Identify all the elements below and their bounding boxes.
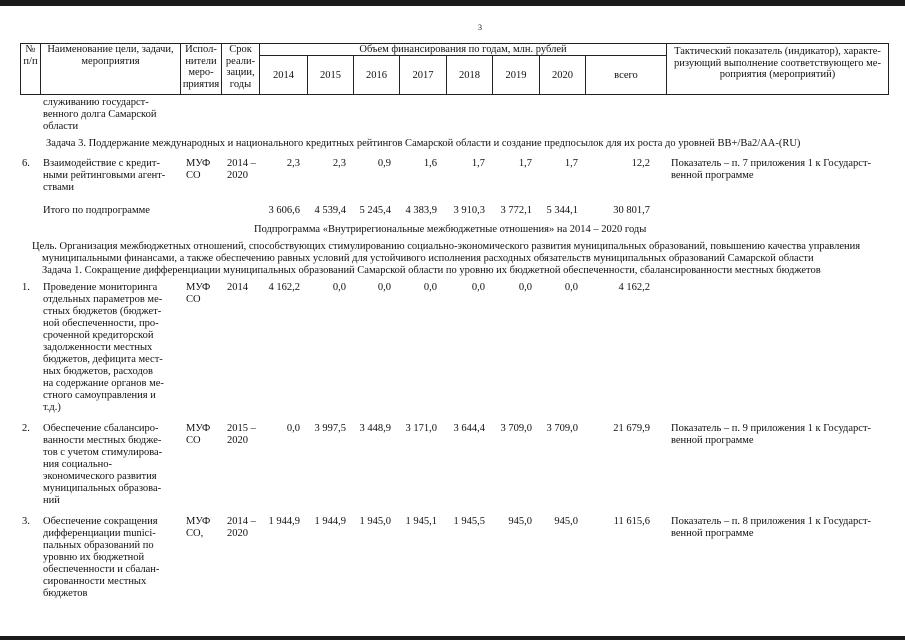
- value-cell: 3 997,5: [314, 423, 346, 434]
- row-executor: МУФ СО: [186, 282, 211, 305]
- goal-text: Цель. Организация межбюджетных отношений, способствующих стимулированию социально-экономического развития муниципальных образований, повышению качества управления: [32, 241, 861, 252]
- header-indicator: Тактический показатель (индикатор), характе- ризующий выполнение соответствующего ме- роприятия (мероприятий): [666, 43, 889, 95]
- row-executor: МУФ СО: [186, 423, 211, 446]
- page-number: 3: [478, 23, 482, 32]
- value-cell: 0,0: [564, 282, 578, 293]
- value-cell: 4 162,2: [618, 282, 650, 293]
- value-cell: 30 801,7: [613, 205, 650, 216]
- value-cell: 3 644,4: [453, 423, 485, 434]
- value-cell: 1,7: [518, 158, 532, 169]
- value-cell: 1 945,5: [453, 516, 485, 527]
- value-cell: 1,7: [564, 158, 578, 169]
- header-year: 2018: [446, 55, 493, 95]
- row-term: 2014 – 2020: [227, 158, 256, 181]
- value-cell: 2,3: [286, 158, 300, 169]
- row-name: Обеспечение сбалансиро- ванности местных бюдже- тов с учетом стимулирова- ния социально- экономического развития муниципальных образова- ний: [43, 423, 163, 506]
- value-cell: 945,0: [554, 516, 578, 527]
- value-cell: 1 945,1: [405, 516, 437, 527]
- value-cell: 0,9: [377, 158, 391, 169]
- value-cell: 0,0: [286, 423, 300, 434]
- goal-text-continued: муниципальными финансами, а также обеспечению равных условий для устойчивого исполнения расходных обязательств муниципальных образований Самарской области: [42, 253, 814, 264]
- continuation-text: служиванию государст- венного долга Самарской области: [43, 97, 157, 132]
- row-executor: МУФ СО,: [186, 516, 211, 539]
- value-cell: 1 944,9: [314, 516, 346, 527]
- value-cell: 945,0: [508, 516, 532, 527]
- row-name: Обеспечение сокращения дифференциации munici- пальных образований по уровню их бюджетной обеспеченности и сбалан- сированности местных бюджетов: [43, 516, 160, 599]
- value-cell: 0,0: [332, 282, 346, 293]
- row-number: 2.: [22, 423, 30, 434]
- value-cell: 1 945,0: [359, 516, 391, 527]
- value-cell: 4 162,2: [268, 282, 300, 293]
- subprogram-title: Подпрограмма «Внутрирегиональные межбюджетные отношения» на 2014 – 2020 годы: [254, 224, 647, 235]
- row-number: 1.: [22, 282, 30, 293]
- value-cell: 11 615,6: [613, 516, 650, 527]
- header-year: 2014: [259, 55, 308, 95]
- header-year: 2016: [353, 55, 400, 95]
- header-year: 2020: [539, 55, 586, 95]
- value-cell: 2,3: [332, 158, 346, 169]
- value-cell: 0,0: [377, 282, 391, 293]
- row-indicator: Показатель – п. 8 приложения 1 к Государст- венной программе: [671, 516, 872, 539]
- value-cell: 5 245,4: [359, 205, 391, 216]
- row-name: Проведение мониторинга отдельных параметров ме- стных бюджетов (бюджет- ной обеспеченности, про- сроченной кредиторской задолженности местных бюджетов, дефицита мест- ных бюджетов, расходов на содержание органов ме- стного самоуправления и т.д.): [43, 282, 164, 413]
- header-name: Наименование цели, задачи, мероприятия: [40, 43, 181, 95]
- value-cell: 1,6: [423, 158, 437, 169]
- task-1-heading: Задача 1. Сокращение дифференциации муниципальных образований Самарской области по уровню их бюджетной обеспеченности, сбалансированности местных бюджетов: [42, 265, 821, 276]
- row-indicator: Показатель – п. 7 приложения 1 к Государст- венной программе: [671, 158, 872, 181]
- value-cell: 21 679,9: [613, 423, 650, 434]
- value-cell: 3 709,0: [500, 423, 532, 434]
- row-number: 6.: [22, 158, 30, 169]
- row-number: 3.: [22, 516, 30, 527]
- value-cell: 1 944,9: [268, 516, 300, 527]
- row-term: 2014: [227, 282, 248, 293]
- value-cell: 4 539,4: [314, 205, 346, 216]
- value-cell: 5 344,1: [546, 205, 578, 216]
- header-funding: Объем финансирования по годам, млн. рублей: [259, 43, 667, 56]
- header-year: 2017: [399, 55, 447, 95]
- row-term: 2015 – 2020: [227, 423, 256, 446]
- value-cell: 4 383,9: [405, 205, 437, 216]
- value-cell: 12,2: [631, 158, 650, 169]
- row-name: Взаимодействие с кредит- ными рейтинговыми агент- ствами: [43, 158, 166, 193]
- top-border: [0, 0, 905, 6]
- task-3-heading: Задача 3. Поддержание международных и национального кредитных рейтингов Самарской области и создание предпосылок для их роста до уровней BB+/Ba2/AA-(RU): [46, 138, 801, 149]
- header-executor: Испол- нители меро- приятия: [180, 43, 222, 95]
- value-cell: 3 606,6: [268, 205, 300, 216]
- value-cell: 1,7: [471, 158, 485, 169]
- header-year: 2019: [492, 55, 540, 95]
- header-term: Срок реали- зации, годы: [221, 43, 260, 95]
- value-cell: 3 910,3: [453, 205, 485, 216]
- value-cell: 0,0: [518, 282, 532, 293]
- row-term: 2014 – 2020: [227, 516, 256, 539]
- value-cell: 3 448,9: [359, 423, 391, 434]
- header-num: № п/п: [20, 43, 41, 95]
- header-year: всего: [585, 55, 667, 95]
- subtotal-label: Итого по подпрограмме: [43, 205, 150, 216]
- row-executor: МУФ СО: [186, 158, 211, 181]
- row-indicator: Показатель – п. 9 приложения 1 к Государст- венной программе: [671, 423, 872, 446]
- bottom-border: [0, 636, 905, 640]
- value-cell: 3 709,0: [546, 423, 578, 434]
- header-year: 2015: [307, 55, 354, 95]
- value-cell: 3 772,1: [500, 205, 532, 216]
- value-cell: 3 171,0: [405, 423, 437, 434]
- value-cell: 0,0: [423, 282, 437, 293]
- value-cell: 0,0: [471, 282, 485, 293]
